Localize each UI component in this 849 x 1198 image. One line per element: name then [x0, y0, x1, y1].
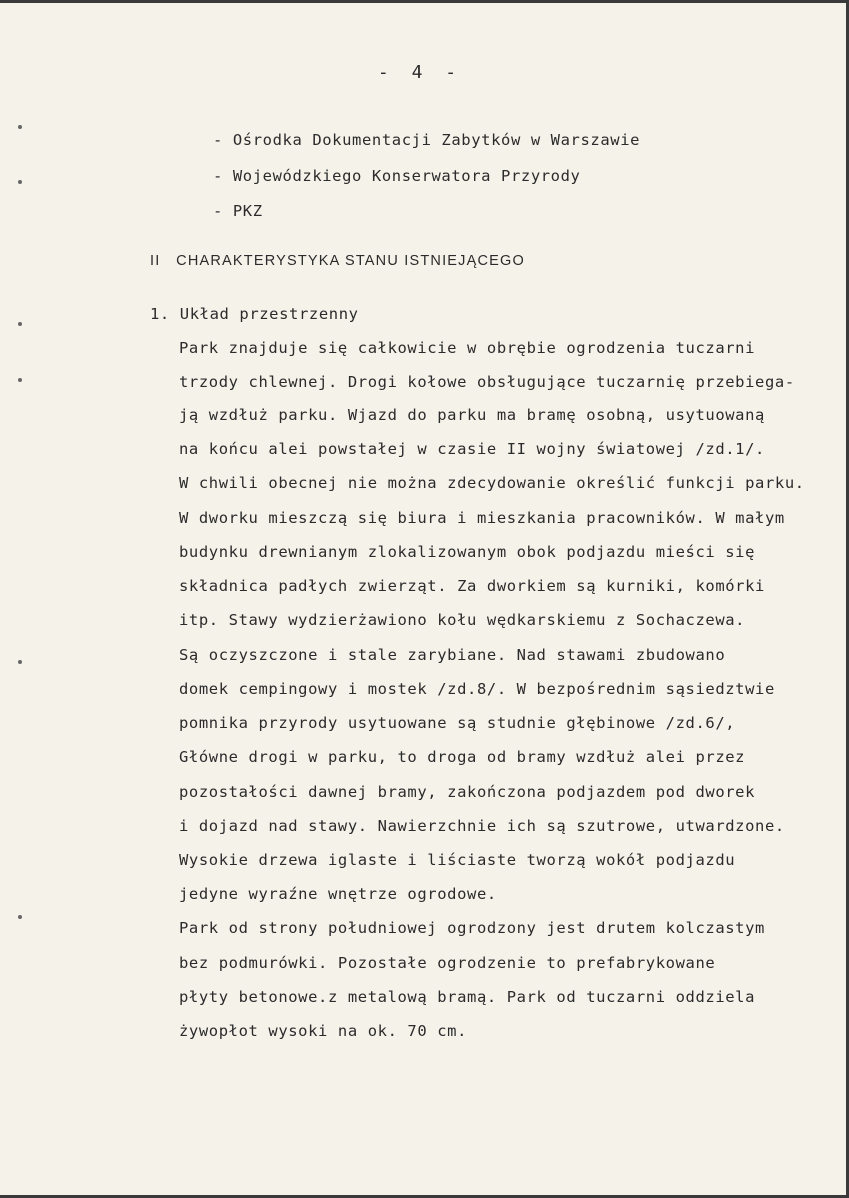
margin-mark [18, 915, 22, 919]
section-heading: II CHARAKTERYSTYKA STANU ISTNIEJĄCEGO [150, 253, 525, 269]
body-line: Park od strony południowej ogrodzony jest drutem kolczastym [179, 919, 765, 937]
margin-mark [18, 322, 22, 326]
body-line: pozostałości dawnej bramy, zakończona podjazdem pod dworek [179, 783, 756, 801]
body-line: płyty betonowe.z metalową bramą. Park od tuczarni oddziela [179, 988, 756, 1006]
body-line: Park znajduje się całkowicie w obrębie ogrodzenia tuczarni [179, 339, 756, 357]
body-line: jedyne wyraźne wnętrze ogrodowe. [179, 885, 497, 903]
body-line: i dojazd nad stawy. Nawierzchnie ich są szutrowe, utwardzone. [179, 817, 785, 835]
body-line: bez podmurówki. Pozostałe ogrodzenie to prefabrykowane [179, 954, 716, 972]
body-line: żywopłot wysoki na ok. 70 cm. [179, 1022, 468, 1040]
list-item: - PKZ [213, 202, 263, 220]
body-line: pomnika przyrody usytuowane są studnie głębinowe /zd.6/, [179, 714, 736, 732]
margin-mark [18, 660, 22, 664]
body-line: Główne drogi w parku, to droga od bramy wzdłuż alei przez [179, 748, 746, 766]
body-line: na końcu alei powstałej w czasie II wojny światowej /zd.1/. [179, 440, 765, 458]
list-item: - Ośrodka Dokumentacji Zabytków w Warszawie [213, 131, 641, 149]
body-line: składnica padłych zwierząt. Za dworkiem są kurniki, komórki [179, 577, 765, 595]
body-line: Są oczyszczone i stale zarybiane. Nad stawami zbudowano [179, 646, 726, 664]
body-line: ją wzdłuż parku. Wjazd do parku ma bramę osobną, usytuowaną [179, 406, 765, 424]
body-line: W chwili obecnej nie można zdecydowanie określić funkcji parku. [179, 474, 805, 492]
body-line: trzody chlewnej. Drogi kołowe obsługujące tuczarnię przebiega- [179, 373, 795, 391]
body-line: budynku drewnianym zlokalizowanym obok podjazdu mieści się [179, 543, 756, 561]
body-line: Wysokie drzewa iglaste i liściaste tworzą wokół podjazdu [179, 851, 736, 869]
margin-mark [18, 180, 22, 184]
subsection-heading: 1. Układ przestrzenny [150, 305, 359, 323]
margin-mark [18, 125, 22, 129]
body-line: W dworku mieszczą się biura i mieszkania pracowników. W małym [179, 509, 785, 527]
body-line: domek cempingowy i mostek /zd.8/. W bezpośrednim sąsiedztwie [179, 680, 775, 698]
list-item: - Wojewódzkiego Konserwatora Przyrody [213, 167, 581, 185]
margin-mark [18, 378, 22, 382]
page-number: - 4 - [377, 62, 463, 83]
scan-border-top [0, 0, 849, 3]
body-line: itp. Stawy wydzierżawiono kołu wędkarskiemu z Sochaczewa. [179, 611, 746, 629]
